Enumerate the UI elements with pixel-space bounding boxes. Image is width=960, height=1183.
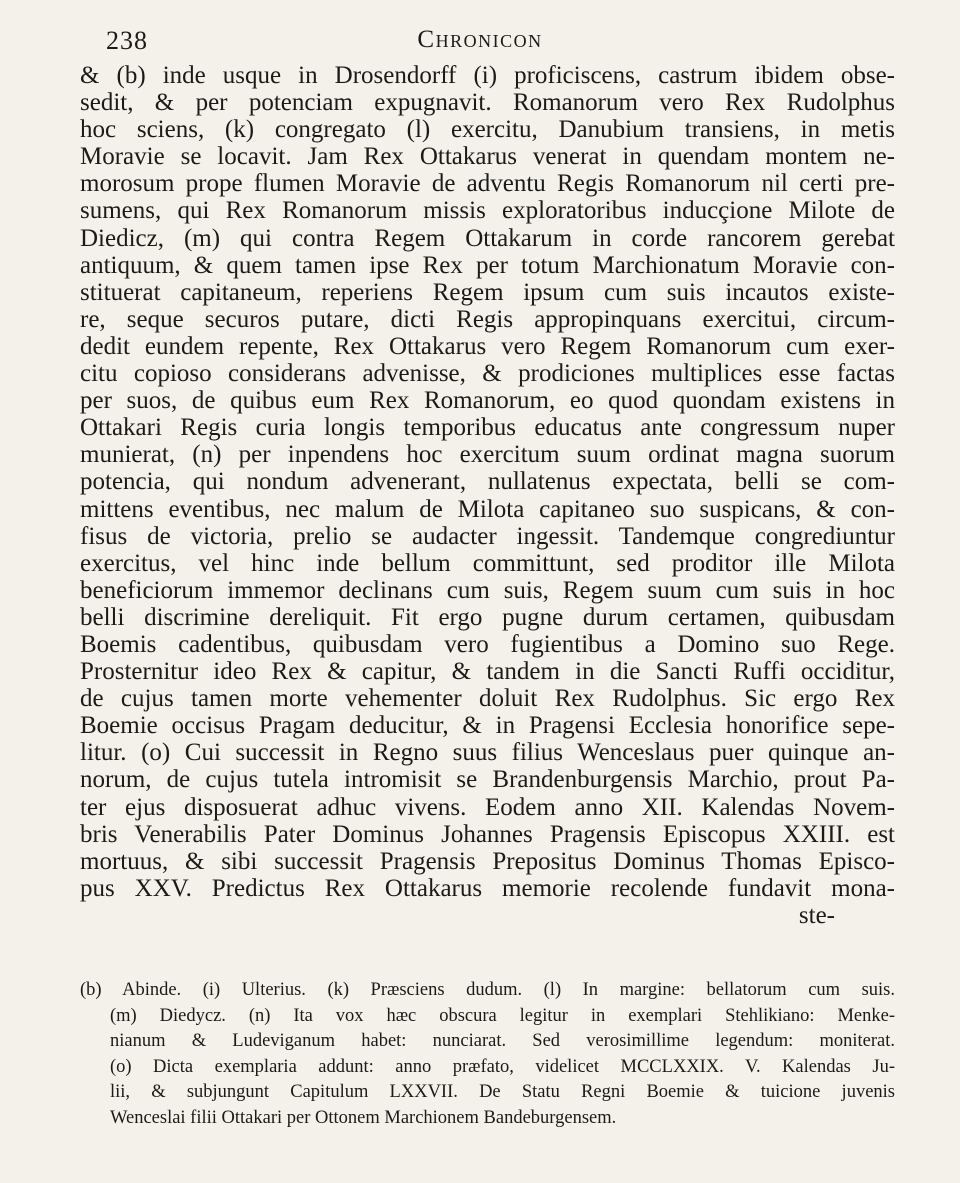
text-line: litur. (o) Cui successit in Regno suus filius Wenceslaus puer quinque an-	[80, 739, 895, 767]
catchword: ste-	[798, 901, 835, 929]
text-line: Diedicz, (m) qui contra Regem Ottakarum in corde rancorem gerebat	[80, 224, 895, 252]
text-line: Moravie se locavit. Jam Rex Ottakarus venerat in quendam montem ne-	[80, 143, 895, 171]
text-line: exercitus, vel hinc inde bellum committunt, sed proditor ille Milota	[80, 549, 895, 577]
text-line: Boemis cadentibus, quibusdam vero fugientibus a Domino suo Rege.	[80, 630, 895, 658]
footnote-line: Wenceslai filii Ottakari per Ottonem Marchionem Bandeburgensem.	[110, 1107, 617, 1128]
text-line: mortuus, & sibi successit Pragensis Prepositus Dominus Thomas Episco-	[80, 847, 895, 875]
text-line: mittens eventibus, nec malum de Milota capitaneo suo suspicans, & con-	[80, 495, 895, 523]
text-line: munierat, (n) per inpendens hoc exercitum suum ordinat magna suorum	[80, 441, 895, 469]
footnote-line: lii, & subjungunt Capitulum LXXVII. De Statu Regni Boemie & tuicione juvenis	[110, 1082, 895, 1102]
footnote-line: nianum & Ludeviganum habet: nunciarat. Sed verosimillime legendum: moniterat.	[110, 1031, 895, 1051]
text-line: norum, de cujus tutela intromisit se Brandenburgensis Marchio, prout Pa-	[80, 766, 895, 794]
text-line: dedit eundem repente, Rex Ottakarus vero Regem Romanorum cum exer-	[80, 332, 895, 360]
text-line: de cujus tamen morte vehementer doluit Rex Rudolphus. Sic ergo Rex	[80, 685, 895, 713]
text-line: bris Venerabilis Pater Dominus Johannes Pragensis Episcopus XXIII. est	[80, 820, 895, 848]
running-head: Chronicon	[417, 26, 543, 53]
page-number: 238	[106, 26, 148, 55]
footnotes	[80, 978, 895, 1131]
main-text	[80, 62, 895, 929]
footnote-line: (o) Dicta exemplaria addunt: anno præfato, videlicet MCCLXXIX. V. Kalendas Ju-	[110, 1056, 895, 1077]
text-line: antiquum, & quem tamen ipse Rex per totum Marchionatum Moravie con-	[80, 251, 895, 279]
text-line: ter ejus disposuerat adhuc vivens. Eodem anno XII. Kalendas Novem-	[80, 793, 895, 821]
text-line: Boemie occisus Pragam deducitur, & in Pragensi Ecclesia honorifice sepe-	[80, 712, 895, 740]
text-line: beneficiorum immemor declinans cum suis, Regem suum cum suis in hoc	[80, 576, 895, 604]
text-line: & (b) inde usque in Drosendorff (i) proficiscens, castrum ibidem obse-	[80, 62, 895, 89]
text-line: belli discrimine dereliquit. Fit ergo pugne durum certamen, quibusdam	[80, 603, 895, 631]
footnote-line: (b) Abinde. (i) Ulterius. (k) Præsciens dudum. (l) In margine: bellatorum cum suis.	[80, 980, 895, 1000]
text-line: per suos, de quibus eum Rex Romanorum, eo quod quondam existens in	[80, 387, 895, 415]
text-line: stituerat capitaneum, reperiens Regem ipsum cum suis incautos existe-	[80, 278, 895, 306]
text-line: potencia, qui nondum advenerant, nullatenus expectata, belli se com-	[80, 468, 895, 496]
text-line: citu copioso considerans advenisse, & prodiciones multiplices esse factas	[80, 360, 895, 388]
text-line: re, seque securos putare, dicti Regis appropinquans exercitui, circum-	[80, 305, 895, 333]
text-line: sedit, & per potenciam expugnavit. Romanorum vero Rex Rudolphus	[80, 89, 895, 117]
text-line: Prosternitur ideo Rex & capitur, & tandem in die Sancti Ruffi occiditur,	[80, 658, 895, 686]
footnote-line: (m) Diedycz. (n) Ita vox hæc obscura legitur in exemplari Stehlikiano: Menke-	[110, 1005, 895, 1026]
text-line: morosum prope flumen Moravie de adventu Regis Romanorum nil certi pre-	[80, 170, 895, 198]
text-line: fisus de victoria, prelio se audacter ingessit. Tandemque congrediuntur	[80, 522, 895, 550]
text-line: Ottakari Regis curia longis temporibus educatus ante congressum nuper	[80, 414, 895, 442]
text-line: hoc sciens, (k) congregato (l) exercitu, Danubium transiens, in metis	[80, 116, 895, 144]
text-line: pus XXV. Predictus Rex Ottakarus memorie recolende fundavit mona-	[80, 874, 895, 902]
text-line: sumens, qui Rex Romanorum missis exploratoribus inducçione Milote de	[80, 197, 895, 225]
